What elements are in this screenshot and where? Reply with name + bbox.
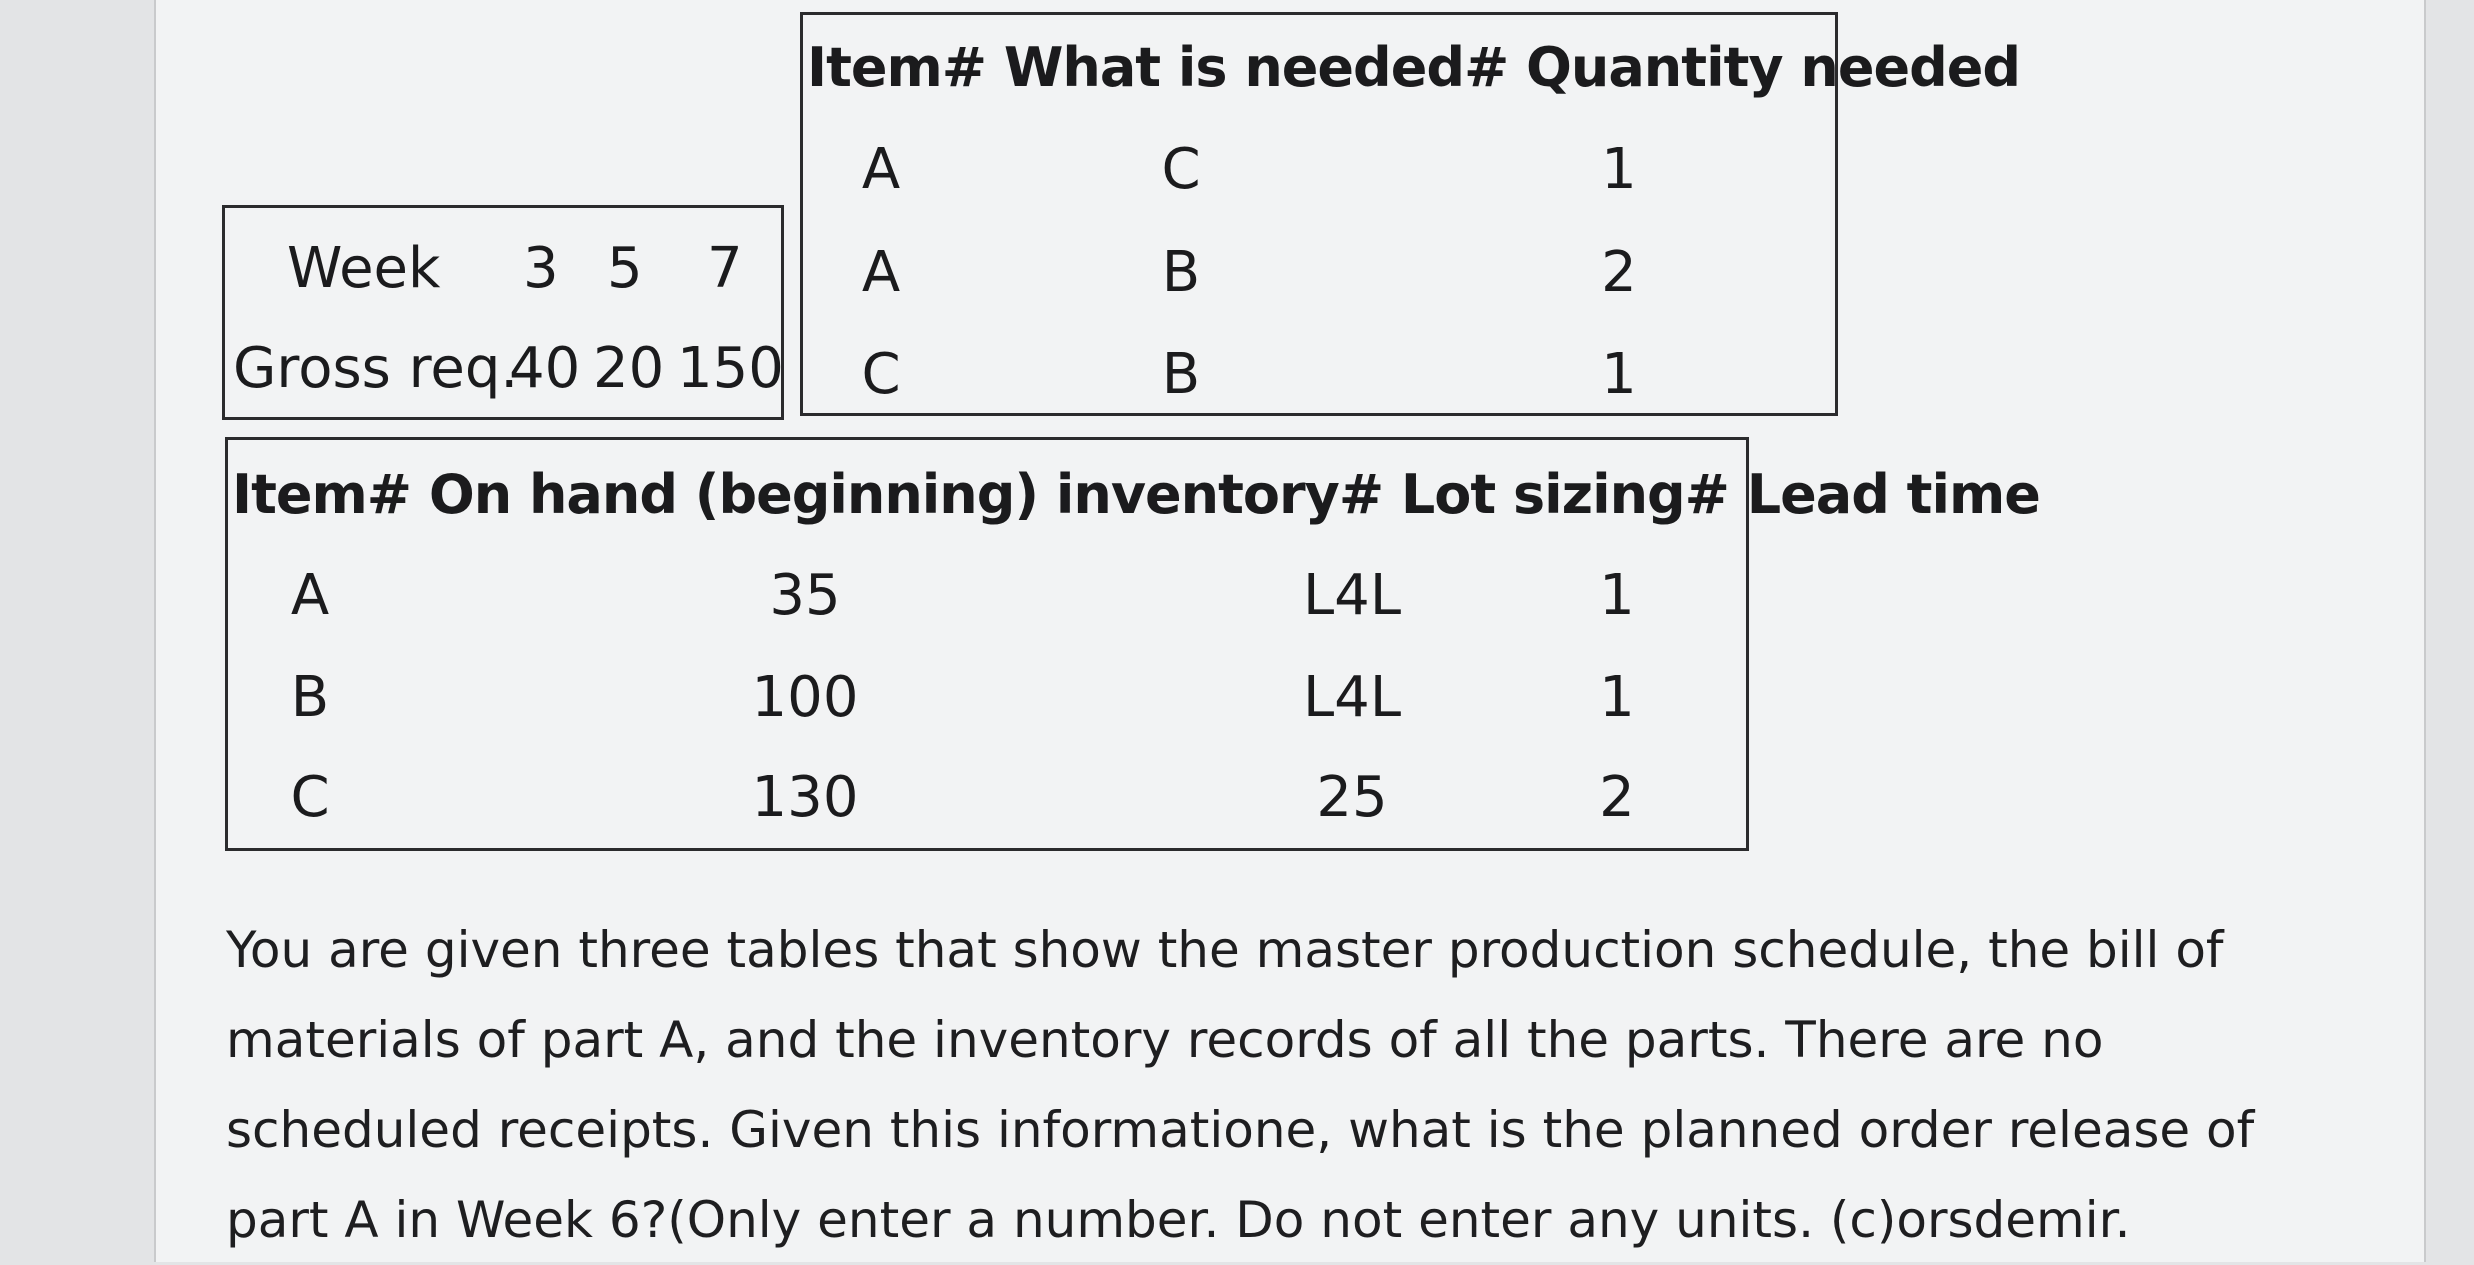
bom-row-3-needed: B (1161, 342, 1201, 407)
inventory-header: Item# On hand (beginning) inventory# Lot sizing# Lead time (232, 463, 2040, 526)
inv-row-b-item: B (290, 665, 330, 730)
bom-row-3-qty: 1 (1601, 342, 1637, 407)
bom-row-1-item: A (861, 137, 901, 202)
bom-row-2-qty: 2 (1601, 240, 1637, 305)
inv-row-c-item: C (290, 765, 330, 830)
week-label: Week (287, 236, 441, 301)
question-text: You are given three tables that show the master production schedule, the bill of materials of part A, and the inventory records of all the parts. There are no scheduled receipts. Given this informatione, what is the planned order release of part A in Week 6?(Only enter a number. Do not enter any units. (c)orsdemir. (226, 921, 2255, 1249)
inv-row-c-on-hand: 130 (751, 765, 859, 830)
bom-row-1-qty: 1 (1601, 137, 1637, 202)
inv-row-a-lot: L4L (1302, 563, 1402, 628)
inv-row-c-lot: 25 (1316, 765, 1388, 830)
bom-row-2-needed: B (1161, 240, 1201, 305)
bom-row-1-needed: C (1161, 137, 1201, 202)
bom-row-3-item: C (861, 342, 901, 407)
inv-row-b-on-hand: 100 (751, 665, 859, 730)
gross-label: Gross req. (233, 336, 519, 401)
gross-week-7: 150 (677, 336, 784, 401)
inv-row-a-item: A (290, 563, 330, 628)
week-5: 5 (607, 236, 643, 301)
week-7: 7 (707, 236, 743, 301)
inv-row-a-lead: 1 (1599, 563, 1635, 628)
bom-row-2-item: A (861, 240, 901, 305)
bom-header: Item# What is needed# Quantity needed (807, 36, 2021, 99)
inventory-table (225, 437, 2040, 851)
week-3: 3 (523, 236, 559, 301)
inv-row-c-lead: 2 (1599, 765, 1635, 830)
bom-table (800, 12, 2021, 416)
inv-row-a-on-hand: 35 (769, 563, 841, 628)
schedule-table (222, 205, 784, 420)
inv-row-b-lot: L4L (1302, 665, 1402, 730)
gross-week-5: 20 (593, 336, 665, 401)
inv-row-b-lead: 1 (1599, 665, 1635, 730)
gross-week-3: 40 (509, 336, 581, 401)
